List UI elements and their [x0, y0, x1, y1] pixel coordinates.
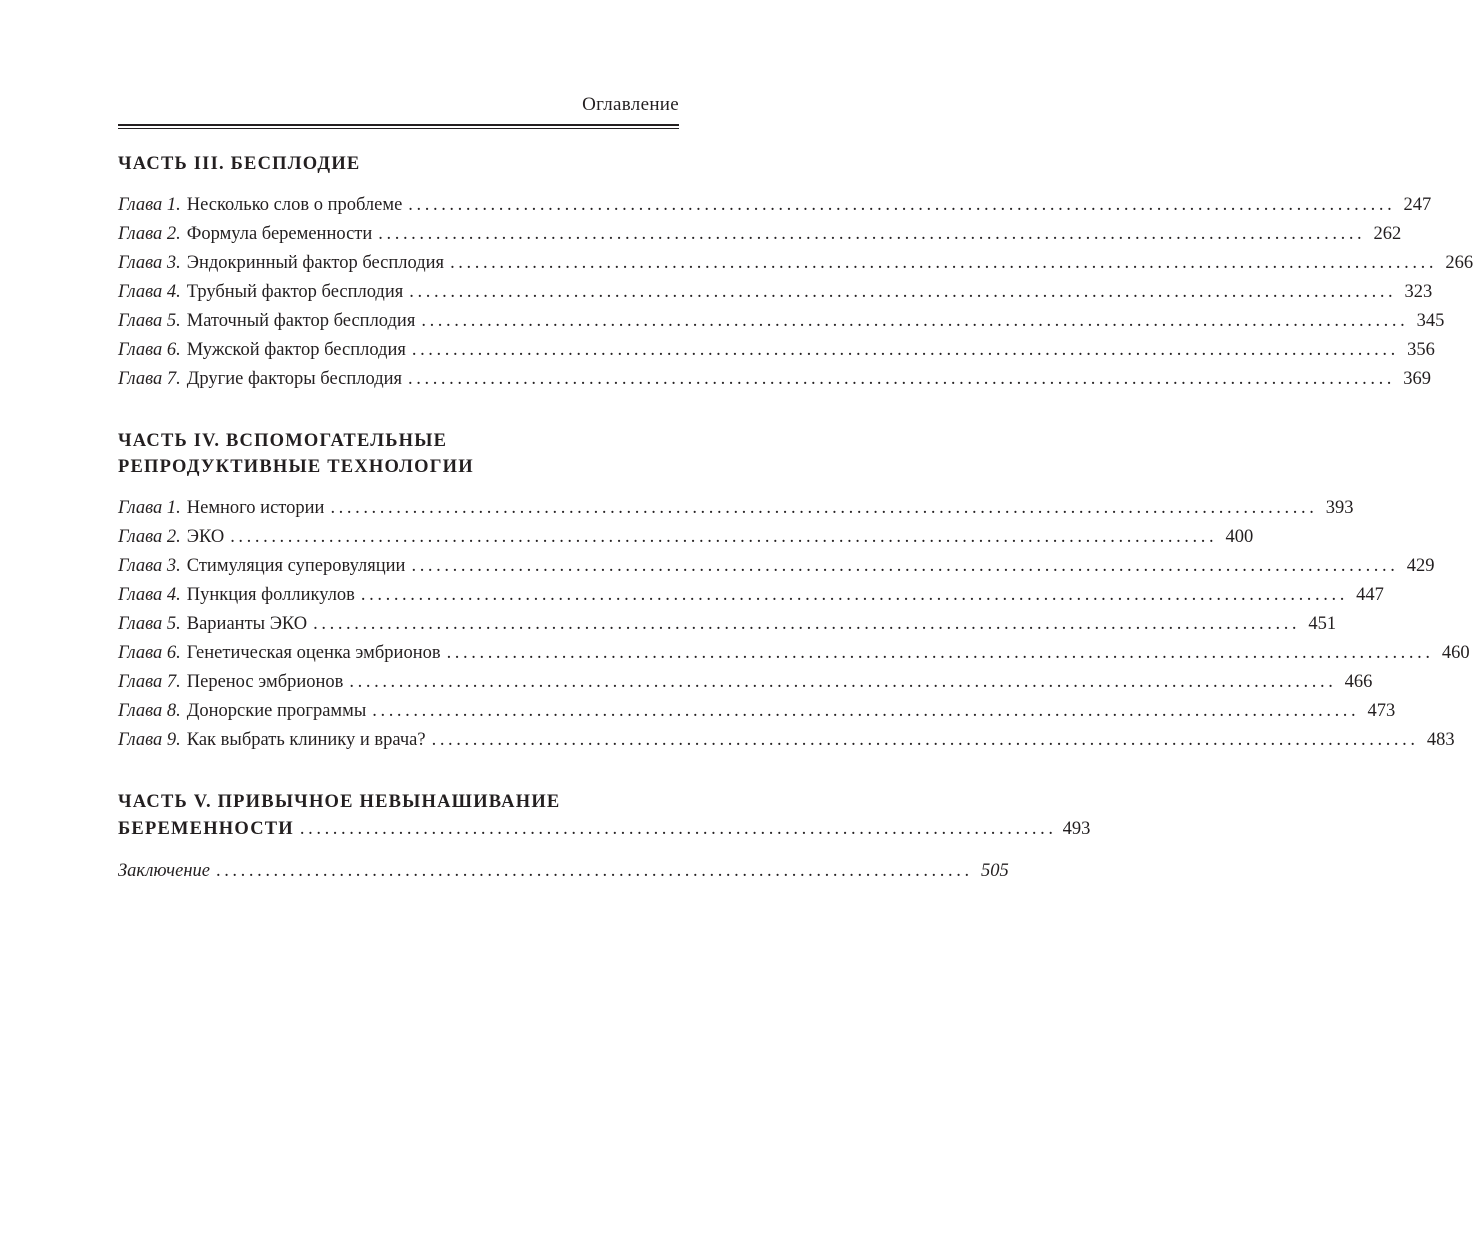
leader-dots: ............................................................................................: [215, 861, 973, 881]
leader-dots: ........................................................................................................................: [408, 195, 1396, 215]
part-3: [118, 151, 1473, 394]
chapter-title: Как выбрать клинику и врача?: [186, 730, 426, 750]
chapter-page: 345: [1416, 311, 1445, 331]
conclusion-title: Заключение: [118, 861, 210, 881]
chapter-label: Глава 9.: [118, 730, 181, 750]
chapter-title: Варианты ЭКО: [186, 614, 308, 634]
chapter-label: Глава 5.: [118, 311, 181, 331]
part-3-title-text: ЧАСТЬ III. БЕСПЛОДИЕ: [118, 154, 361, 174]
toc-entry: [118, 336, 1435, 365]
leader-dots: ........................................................................................................................: [411, 340, 1399, 360]
leader-dots: ........................................................................................................................: [431, 730, 1419, 750]
chapter-title: Стимуляция суперовуляции: [186, 556, 406, 576]
chapter-title: Мужской фактор бесплодия: [186, 340, 406, 360]
chapter-page: 266: [1445, 253, 1473, 273]
part-4: [118, 428, 1470, 755]
chapter-label: Глава 6.: [118, 643, 181, 663]
toc-entry: [118, 494, 1354, 523]
chapter-page: 400: [1225, 527, 1254, 547]
part-5-title: [118, 789, 1091, 843]
chapter-title: Пункция фолликулов: [186, 585, 355, 605]
leader-dots: ............................................................................................: [299, 819, 1057, 839]
chapter-title: Донорские программы: [186, 701, 367, 721]
chapter-label: Глава 3.: [118, 253, 181, 273]
conclusion-page: 505: [980, 861, 1009, 881]
chapter-page: 369: [1403, 369, 1432, 389]
toc-entry: [118, 610, 1337, 639]
leader-dots: ........................................................................................................................: [409, 282, 1397, 302]
leader-dots: ........................................................................................................................: [313, 614, 1301, 634]
part-3-title: [118, 151, 679, 177]
header-rule-thick: [118, 124, 679, 126]
chapter-label: Глава 5.: [118, 614, 181, 634]
leader-dots: ........................................................................................................................: [411, 556, 1399, 576]
part-4-title: [118, 428, 679, 480]
toc-entry: [118, 365, 1432, 394]
chapter-title: Другие факторы бесплодия: [186, 369, 403, 389]
leader-dots: ........................................................................................................................: [378, 224, 1366, 244]
toc-entry: [118, 307, 1445, 336]
chapter-page: 429: [1406, 556, 1435, 576]
part-3-chapters: [118, 191, 1473, 394]
chapter-label: Глава 1.: [118, 498, 181, 518]
chapter-page: 483: [1426, 730, 1455, 750]
part-5-title-line-2-row: [118, 815, 1091, 843]
conclusion-entry: [118, 857, 1009, 886]
leader-dots: ........................................................................................................................: [360, 585, 1348, 605]
leader-dots: ........................................................................................................................: [230, 527, 1218, 547]
chapter-page: 473: [1367, 701, 1396, 721]
chapter-page: 460: [1441, 643, 1470, 663]
toc-entry: [118, 220, 1402, 249]
toc-entry: [118, 191, 1432, 220]
part-5-title-line-2: БЕРЕМЕННОСТИ: [118, 819, 294, 839]
header-rule-thin: [118, 128, 679, 129]
chapter-page: 447: [1356, 585, 1384, 605]
chapter-title: Несколько слов о проблеме: [186, 195, 403, 215]
part-5-page: 493: [1062, 819, 1091, 839]
toc-entry: [118, 639, 1470, 668]
leader-dots: ........................................................................................................................: [372, 701, 1360, 721]
chapter-label: Глава 4.: [118, 585, 181, 605]
chapter-label: Глава 1.: [118, 195, 181, 215]
leader-dots: ........................................................................................................................: [349, 672, 1337, 692]
leader-dots: ........................................................................................................................: [446, 643, 1434, 663]
part-4-chapters: [118, 494, 1470, 755]
chapter-page: 262: [1373, 224, 1402, 244]
chapter-label: Глава 2.: [118, 224, 181, 244]
toc-entry: [118, 726, 1455, 755]
chapter-page: 323: [1404, 282, 1433, 302]
toc-entry: [118, 249, 1473, 278]
chapter-page: 466: [1344, 672, 1373, 692]
chapter-title: Перенос эмбрионов: [186, 672, 344, 692]
chapter-title: Эндокринный фактор бесплодия: [186, 253, 445, 273]
chapter-title: Генетическая оценка эмбрионов: [186, 643, 441, 663]
chapter-page: 451: [1308, 614, 1337, 634]
chapter-label: Глава 7.: [118, 672, 181, 692]
chapter-label: Глава 4.: [118, 282, 181, 302]
chapter-title: Маточный фактор бесплодия: [186, 311, 416, 331]
chapter-label: Глава 2.: [118, 527, 181, 547]
toc-entry: [118, 523, 1254, 552]
running-head: Оглавление: [582, 94, 679, 115]
leader-dots: ........................................................................................................................: [330, 498, 1318, 518]
chapter-title: Трубный фактор бесплодия: [186, 282, 404, 302]
chapter-title: ЭКО: [186, 527, 225, 547]
leader-dots: ........................................................................................................................: [421, 311, 1409, 331]
chapter-page: 393: [1325, 498, 1354, 518]
toc-entry: [118, 697, 1396, 726]
chapter-label: Глава 8.: [118, 701, 181, 721]
toc-entry: [118, 278, 1433, 307]
chapter-title: Формула беременности: [186, 224, 373, 244]
leader-dots: ........................................................................................................................: [450, 253, 1438, 273]
chapter-label: Глава 6.: [118, 340, 181, 360]
chapter-label: Глава 3.: [118, 556, 181, 576]
part-5-title-line-1: ЧАСТЬ V. ПРИВЫЧНОЕ НЕВЫНАШИВАНИЕ: [118, 792, 561, 812]
part-5: [118, 789, 1091, 886]
part-4-title-line-1: ЧАСТЬ IV. ВСПОМОГАТЕЛЬНЫЕ: [118, 431, 448, 451]
chapter-page: 356: [1407, 340, 1435, 360]
part-4-title-line-2: РЕПРОДУКТИВНЫЕ ТЕХНОЛОГИИ: [118, 457, 474, 477]
chapter-label: Глава 7.: [118, 369, 181, 389]
toc-entry: [118, 552, 1435, 581]
toc-entry: [118, 581, 1384, 610]
toc-page: [118, 92, 1473, 886]
leader-dots: ........................................................................................................................: [408, 369, 1396, 389]
chapter-page: 247: [1403, 195, 1432, 215]
toc-entry: [118, 668, 1373, 697]
chapter-title: Немного истории: [186, 498, 325, 518]
